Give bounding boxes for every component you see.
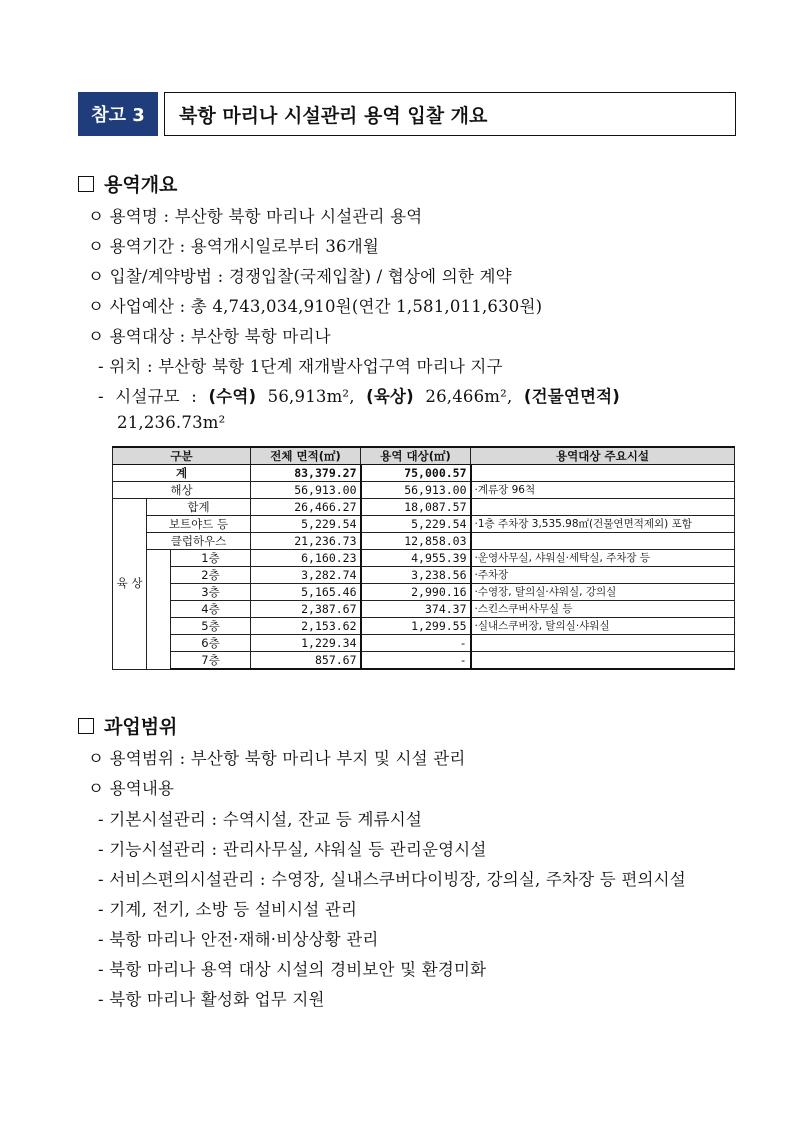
section-heading-overview: 용역개요 bbox=[78, 170, 177, 197]
list-item: - 북항 마리나 용역 대상 시설의 경비보안 및 환경미화 bbox=[98, 960, 487, 979]
list-item: - 북항 마리나 활성화 업무 지원 bbox=[98, 990, 325, 1009]
facility-scale-continued: 21,236.73m² bbox=[117, 413, 226, 432]
table-row: 6층 1,229.34 - bbox=[113, 635, 735, 652]
list-item: - 기능시설관리 : 관리사무실, 샤워실 등 관리운영시설 bbox=[98, 840, 487, 859]
list-item: ㅇ 용역기간 : 용역개시일로부터 36개월 bbox=[88, 237, 380, 256]
table-row: 육 상 합계 26,466.27 18,087.57 bbox=[113, 499, 735, 516]
header-facilities: 용역대상 주요시설 bbox=[471, 447, 735, 465]
list-item: ㅇ 용역내용 bbox=[88, 779, 175, 798]
reference-tag: 참고 3 bbox=[78, 92, 158, 136]
table-row: 7층 857.67 - bbox=[113, 652, 735, 670]
table-row: 계 83,379.27 75,000.57 bbox=[113, 465, 735, 482]
list-item: - 서비스편의시설관리 : 수영장, 실내스쿠버다이빙장, 강의실, 주차장 등 편의시설 bbox=[98, 870, 686, 889]
list-item: - 기계, 전기, 소방 등 설비시설 관리 bbox=[98, 900, 358, 919]
header-total-area: 전체 면적(㎡) bbox=[251, 447, 361, 465]
table-row: 클럽하우스 21,236.73 12,858.03 bbox=[113, 533, 735, 550]
list-item: - 위치 : 부산항 북항 1단계 재개발사업구역 마리나 지구 bbox=[98, 357, 503, 376]
document-title: 북항 마리나 시설관리 용역 입찰 개요 bbox=[164, 92, 736, 136]
list-item: ㅇ 입찰/계약방법 : 경쟁입찰(국제입찰) / 협상에 의한 계약 bbox=[88, 267, 512, 286]
table-row: 2층 3,282.74 3,238.56 ·주차장 bbox=[113, 567, 735, 584]
checkbox-square-icon bbox=[78, 718, 94, 734]
list-item: - 기본시설관리 : 수역시설, 잔교 등 계류시설 bbox=[98, 810, 423, 829]
floor-indent bbox=[147, 550, 171, 670]
header-target-area: 용역 대상(㎡) bbox=[361, 447, 471, 465]
section-heading-scope: 과업범위 bbox=[78, 712, 177, 739]
table-row: 5층 2,153.62 1,299.55 ·실내스쿠버장, 탈의실·샤워실 bbox=[113, 618, 735, 635]
facility-scale-line: - 시설규모 : (수역) 56,913m², (육상) 26,466m², (건물연면적) bbox=[98, 387, 621, 406]
area-table bbox=[112, 446, 735, 670]
list-item: - 북항 마리나 안전·재해·비상상황 관리 bbox=[98, 930, 379, 949]
table-row: 3층 5,165.46 2,990.16 ·수영장, 탈의실·샤워실, 강의실 bbox=[113, 584, 735, 601]
list-item: ㅇ 용역범위 : 부산항 북항 마리나 부지 및 시설 관리 bbox=[88, 749, 466, 768]
table-header-row bbox=[113, 447, 735, 465]
list-item: ㅇ 용역명 : 부산항 북항 마리나 시설관리 용역 bbox=[88, 207, 423, 226]
table-row: 4층 2,387.67 374.37 ·스킨스쿠버사무실 등 bbox=[113, 601, 735, 618]
checkbox-square-icon bbox=[78, 176, 94, 192]
header-category: 구분 bbox=[113, 447, 251, 465]
table-row: 해상 56,913.00 56,913.00 ·계류장 96척 bbox=[113, 482, 735, 499]
table-row: 보트야드 등 5,229.54 5,229.54 ·1층 주차장 3,535.98㎡(건물연면적제외) 포함 bbox=[113, 516, 735, 533]
list-item: ㅇ 용역대상 : 부산항 북항 마리나 bbox=[88, 327, 331, 346]
land-group-label: 육 상 bbox=[113, 499, 147, 670]
table-row: 1층 6,160.23 4,955.39 ·운영사무실, 샤워실·세탁실, 주차장 등 bbox=[113, 550, 735, 567]
list-item: ㅇ 사업예산 : 총 4,743,034,910원(연간 1,581,011,630원) bbox=[88, 297, 543, 316]
